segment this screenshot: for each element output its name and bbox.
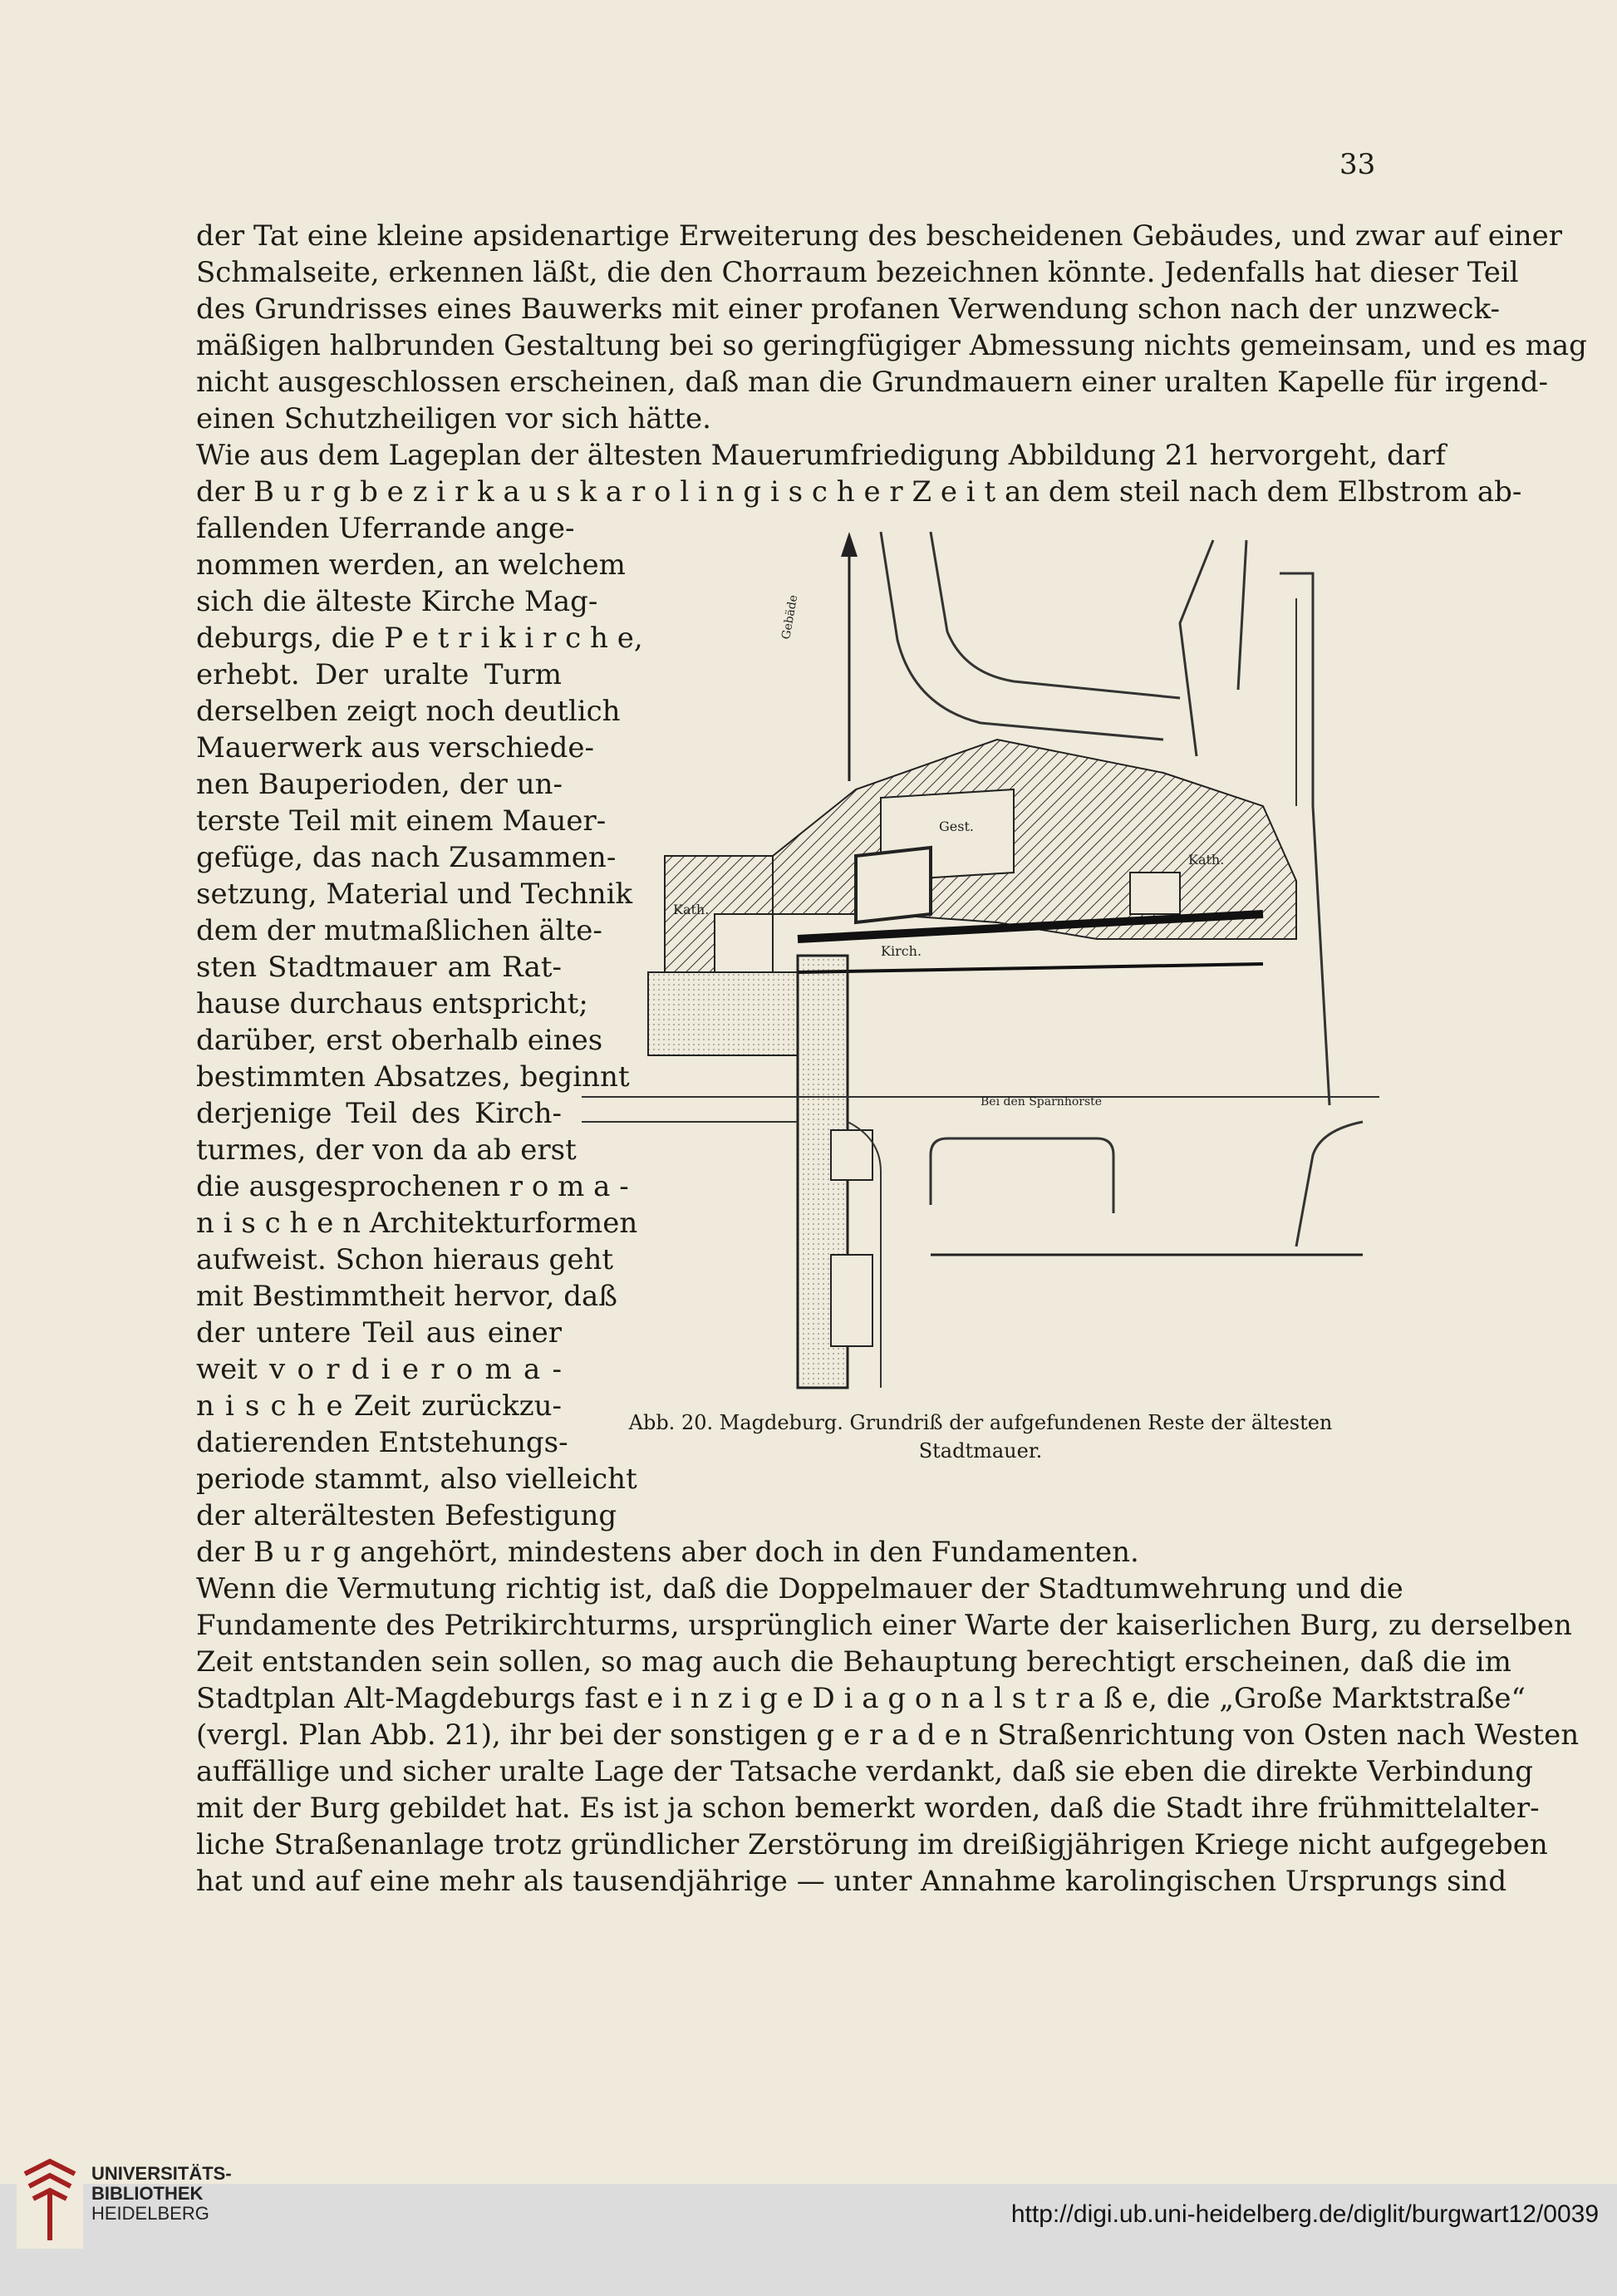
plan-label: Kath. <box>1188 852 1225 868</box>
column-line: setzung, Material und Technik <box>196 878 633 911</box>
column-line: periode stammt, also vielleicht <box>196 1463 637 1496</box>
column-line: terste Teil mit einem Mauer- <box>196 804 607 838</box>
text-line: Schmalseite, erkennen läßt, die den Chorraum bezeichnen könnte. Jedenfalls hat dieser Teil <box>196 256 1519 289</box>
page-number: 33 <box>1339 148 1376 181</box>
column-line: der alterältesten Befestigung <box>196 1499 617 1532</box>
column-line: nommen werden, an welchem <box>196 548 626 582</box>
text-line: Stadtplan Alt-Magdeburgs fast e i n z i g e D i a g o n a l s t r a ß e, die „Große Marktstraße“ <box>196 1682 1526 1715</box>
column-line: die ausgesprochenen r o m a - <box>196 1170 629 1203</box>
text-line: Fundamente des Petrikirchturms, ursprünglich einer Warte der kaiserlichen Burg, zu derselben <box>196 1609 1572 1642</box>
plan-label: Kirch. <box>881 943 922 959</box>
source-url[interactable]: http://digi.ub.uni-heidelberg.de/diglit/burgwart12/0039 <box>1010 2200 1599 2228</box>
text-line: der Tat eine kleine apsidenartige Erweiterung des bescheidenen Gebäudes, und zwar auf einer <box>196 219 1563 253</box>
library-line: UNIVERSITÄTS- <box>91 2163 232 2184</box>
figure-caption <box>598 1409 1363 1465</box>
text-line: des Grundrisses eines Bauwerks mit einer profanen Verwendung schon nach der unzweck- <box>196 293 1500 326</box>
column-line: darüber, erst oberhalb eines <box>196 1024 603 1057</box>
library-logo-icon <box>17 2157 83 2249</box>
column-line: erhebt. Der uralte Turm <box>196 658 562 691</box>
caption-line: Abb. 20. Magdeburg. Grundriß der aufgefundenen Reste der ältesten <box>628 1411 1333 1434</box>
column-line: Mauerwerk aus verschiede- <box>196 731 595 765</box>
text-line: (vergl. Plan Abb. 21), ihr bei der sonstigen g e r a d e n Straßenrichtung von Osten nach Westen <box>196 1718 1580 1752</box>
plan-label: Kath. <box>673 902 710 917</box>
column-line: mit Bestimmtheit hervor, daß <box>196 1280 618 1313</box>
column-line: bestimmten Absatzes, beginnt <box>196 1060 630 1094</box>
text-line: der B u r g angehört, mindestens aber doch in den Fundamenten. <box>196 1536 1139 1569</box>
library-line: BIBLIOTHEK <box>91 2183 204 2204</box>
column-line: nen Bauperioden, der un- <box>196 768 563 801</box>
plan-label: Gest. <box>939 819 974 834</box>
column-line: sich die älteste Kirche Mag- <box>196 585 598 618</box>
text-line: der B u r g b e z i r k a u s k a r o l i n g i s c h e r Z e i t an dem steil nach dem Elbstrom ab- <box>196 475 1522 509</box>
column-line: gefüge, das nach Zusammen- <box>196 841 617 874</box>
plan-label: Bei den Sparnhorste <box>981 1095 1103 1109</box>
text-line: auffällige und sicher uralte Lage der Tatsache verdankt, daß sie eben die direkte Verbindung <box>196 1755 1534 1788</box>
column-line: aufweist. Schon hieraus geht <box>196 1243 613 1276</box>
text-line: Zeit entstanden sein sollen, so mag auch die Behauptung berechtigt erscheinen, daß die im <box>196 1645 1511 1679</box>
plan-label: Gebäde <box>779 593 801 641</box>
text-line: einen Schutzheiligen vor sich hätte. <box>196 402 711 435</box>
library-name <box>91 2164 232 2224</box>
text-line: nicht ausgeschlossen erscheinen, daß man die Grundmauern einer uralten Kapelle für irgend- <box>196 366 1549 399</box>
text-line: hat und auf eine mehr als tausendjährige — unter Annahme karolingischen Ursprungs sind <box>196 1865 1507 1898</box>
text-line: Wenn die Vermutung richtig ist, daß die Doppelmauer der Stadtumwehrung und die <box>196 1572 1403 1605</box>
column-line: turmes, der von da ab erst <box>196 1133 577 1167</box>
column-line: dem der mutmaßlichen älte- <box>196 914 602 947</box>
column-line: derselben zeigt noch deutlich <box>196 695 621 728</box>
text-line: mit der Burg gebildet hat. Es ist ja schon bemerkt worden, daß die Stadt ihre frühmittelalter- <box>196 1792 1540 1825</box>
text-line: liche Straßenanlage trotz gründlicher Zerstörung im dreißigjährigen Kriege nicht aufgegeben <box>196 1828 1548 1861</box>
column-line: weit v o r d i e r o m a - <box>196 1353 562 1386</box>
column-line: der untere Teil aus einer <box>196 1316 562 1350</box>
library-line: HEIDELBERG <box>91 2203 209 2224</box>
ground-plan-drawing <box>582 524 1379 1396</box>
column-line: deburgs, die P e t r i k i r c h e, <box>196 622 643 655</box>
text-line: Wie aus dem Lageplan der ältesten Mauerumfriedigung Abbildung 21 hervorgeht, darf <box>196 439 1446 472</box>
plan-figure <box>582 524 1379 1396</box>
column-line: n i s c h e n Architekturformen <box>196 1207 638 1240</box>
column-line: n i s c h e Zeit zurückzu- <box>196 1389 562 1423</box>
column-line: hause durchaus entspricht; <box>196 987 588 1020</box>
column-line: fallenden Uferrande ange- <box>196 512 575 545</box>
column-line: sten Stadtmauer am Rat- <box>196 951 562 984</box>
column-line: derjenige Teil des Kirch- <box>196 1097 562 1130</box>
text-line: mäßigen halbrunden Gestaltung bei so geringfügiger Abmessung nichts gemeinsam, und es mag <box>196 329 1587 362</box>
column-line: datierenden Entstehungs- <box>196 1426 568 1459</box>
caption-line: Stadtmauer. <box>918 1439 1043 1463</box>
